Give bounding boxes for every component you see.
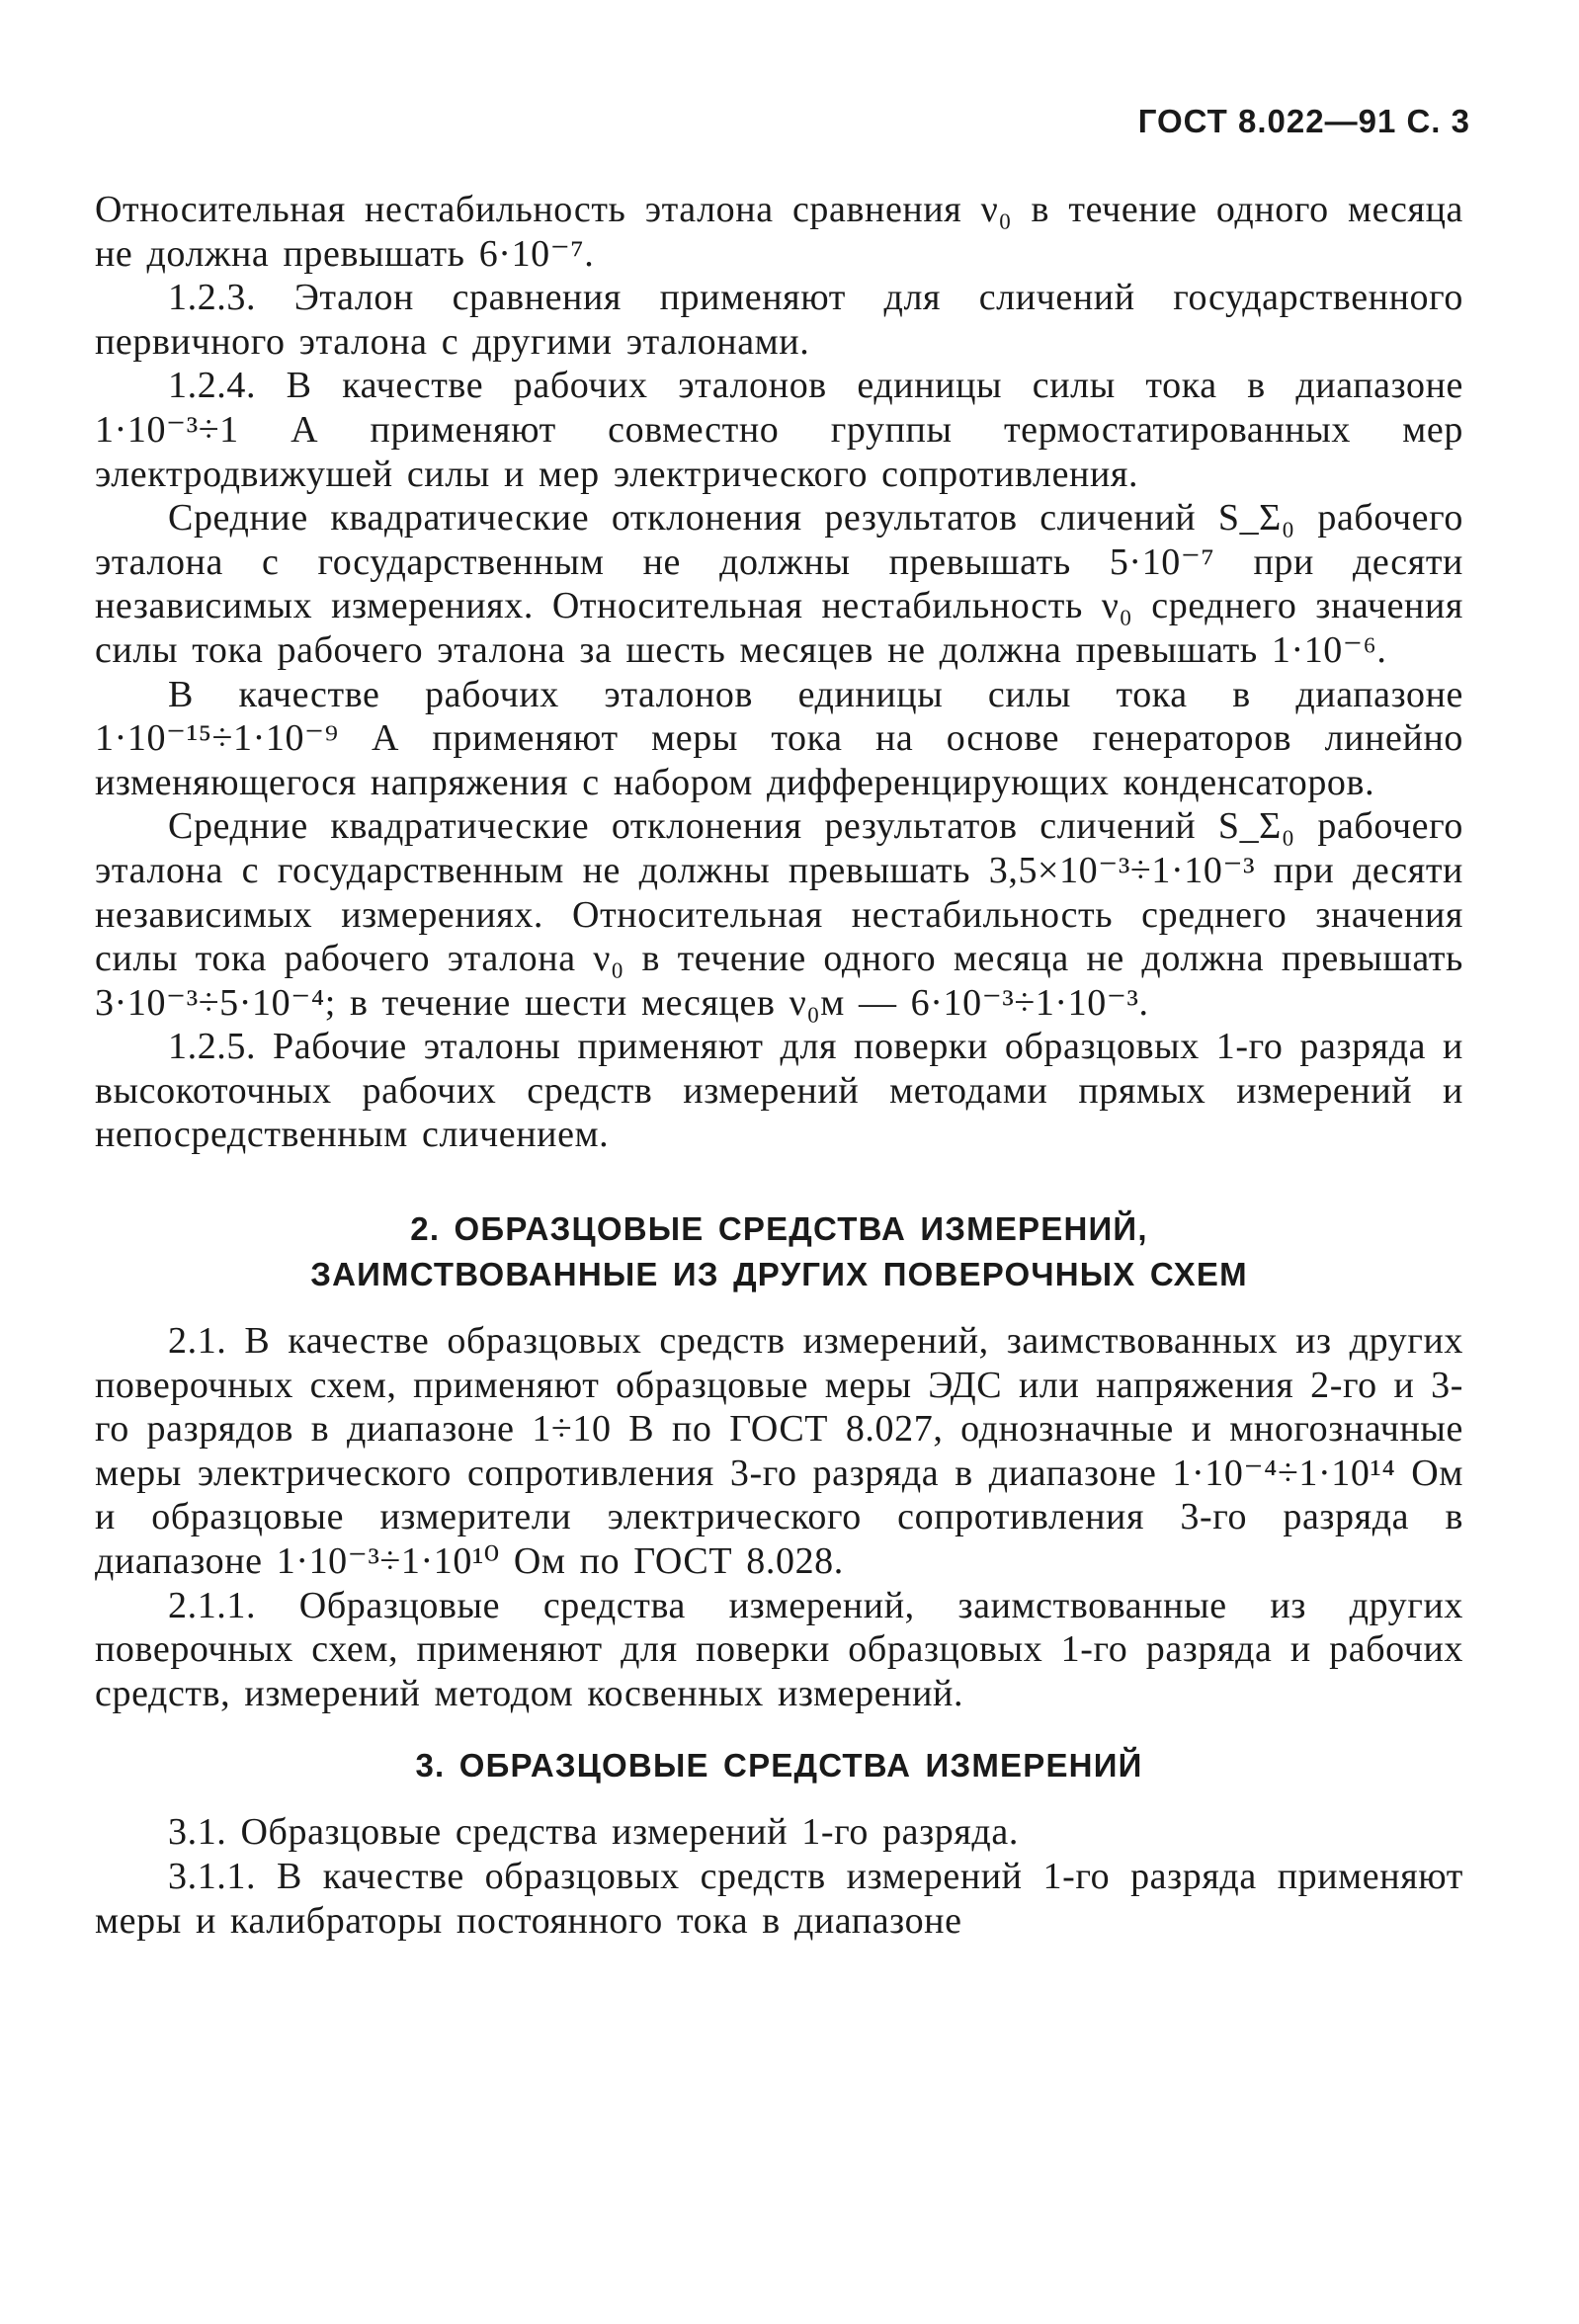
paragraph-1-2-5: 1.2.5. Рабочие эталоны применяют для поверки образцовых 1-го разряда и высокоточных рабочих средств измерений методами прямых измерений и непосредственным сличением. [95, 1026, 1463, 1156]
section-3-heading-text: 3. ОБРАЗЦОВЫЕ СРЕДСТВА ИЗМЕРЕНИЙ [415, 1747, 1143, 1784]
section-2-heading-line-2: ЗАИМСТВОВАННЫЕ ИЗ ДРУГИХ ПОВЕРОЧНЫХ СХЕМ [310, 1256, 1248, 1293]
paragraph-low-range-deviation: Средние квадратические отклонения результатов сличений S_Σ₀ рабочего эталона с государственным не должны превышать 3,5×10⁻³÷1·10⁻³ при десяти независимых измерениях. Относительная нестабильность среднего значения силы тока рабочего эталона ν₀ в течение одного месяца не должна превышать 3·10⁻³÷5·10⁻⁴; в течение шести месяцев ν₀м — 6·10⁻³÷1·10⁻³. [95, 805, 1463, 1024]
running-head: ГОСТ 8.022—91 С. 3 [1137, 103, 1470, 139]
body-text [95, 188, 1463, 1943]
paragraph-2-1-1: 2.1.1. Образцовые средства измерений, заимствованные из других поверочных схем, применяют для поверки образцовых 1-го разряда и рабочих средств, измерений методом косвенных измерений. [95, 1584, 1463, 1714]
section-3-heading [95, 1743, 1463, 1788]
paragraph-working-standard-deviation: Средние квадратические отклонения результатов сличений S_Σ₀ рабочего эталона с государственным не должны превышать 5·10⁻⁷ при десяти независимых измерениях. Относительная нестабильность ν₀ среднего значения силы тока рабочего эталона за шесть месяцев не должна превышать 1·10⁻⁶. [95, 497, 1463, 671]
paragraph-reference-nonstability: Относительная нестабильность эталона сравнения ν₀ в течение одного месяца не должна превышать 6·10⁻⁷. [95, 189, 1463, 275]
section-2-heading-line-1: 2. ОБРАЗЦОВЫЕ СРЕДСТВА ИЗМЕРЕНИЙ, [410, 1210, 1148, 1248]
paragraph-3-1: 3.1. Образцовые средства измерений 1-го разряда. [168, 1811, 1019, 1854]
paragraph-1-2-4: 1.2.4. В качестве рабочих эталонов единицы силы тока в диапазоне 1·10⁻³÷1 А применяют совместно группы термостатированных мер электродвижушей силы и мер электрического сопротивления. [95, 365, 1463, 495]
paragraph-1-2-3: 1.2.3. Эталон сравнения применяют для сличений государственного первичного эталона с другими эталонами. [95, 277, 1463, 363]
paragraph-working-standard-low-range: В качестве рабочих эталонов единицы силы тока в диапазоне 1·10⁻¹⁵÷1·10⁻⁹ А применяют меры тока на основе генераторов линейно изменяющегося напряжения с набором дифференцирующих конденсаторов. [95, 673, 1463, 803]
paragraph-2-1: 2.1. В качестве образцовых средств измерений, заимствованных из других поверочных схем, применяют образцовые меры ЭДС или напряжения 2-го и 3-го разрядов в диапазоне 1÷10 В по ГОСТ 8.027, однозначные и многозначные меры электрического сопротивления 3-го разряда в диапазоне 1·10⁻⁴÷1·10¹⁴ Ом и образцовые измерители электрического сопротивления 3-го разряда в диапазоне 1·10⁻³÷1·10¹⁰ Ом по ГОСТ 8.028. [95, 1320, 1463, 1583]
paragraph-3-1-1: 3.1.1. В качестве образцовых средств измерений 1-го разряда применяют меры и калибраторы постоянного тока в диапазоне [95, 1856, 1463, 1942]
section-2-heading [95, 1206, 1463, 1297]
